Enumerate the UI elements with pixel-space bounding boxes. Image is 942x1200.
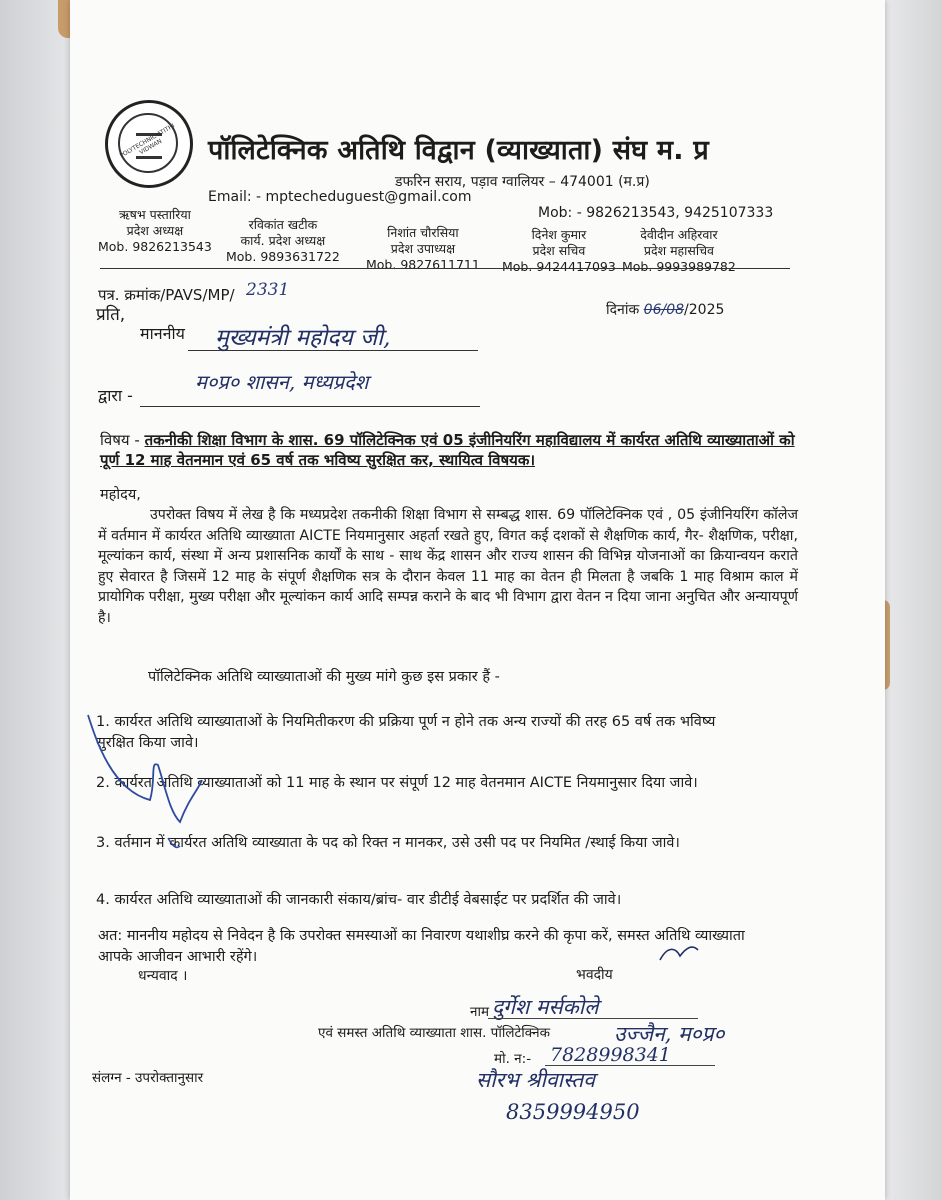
letterhead-address: डफरिन सराय, पड़ाव ग्वालियर – 474001 (म.प्र)	[395, 174, 650, 190]
name-label: नाम	[470, 1004, 490, 1020]
bearer-role: प्रदेश सचिव	[532, 243, 586, 258]
body-text: उपरोक्त विषय में लेख है कि मध्यप्रदेश तकनीकी शिक्षा विभाग से सम्बद्ध शास. 69 पॉलिटेक्निक एवं , 05 इंजीनियरिंग कॉलेज में वर्तमान में कार्यरत अतिथि व्याख्याता AICTE नियमानुसार अहर्ता रखते हुए, विगत कई दशकों से शैक्षणिक कार्य, गैर- शैक्षणिक, परीक्षा, मूल्यांकन कार्य, संस्था में अन्य प्रशासनिक कार्यों के साथ - साथ केंद्र शासन और राज्य शासन की विभिन्न योजनाओं का क्रियान्वयन कराते हुए सेवारत है जिसमें 12 माह के संपूर्ण शैक्षणिक सत्र के दौरान केवल 11 माह का वेतन ही मिलता है जबकि 1 माह विश्राम काल में प्रायोगिक परीक्षा, मुख्य परीक्षा और मूल्यांकन कार्य आदि सम्पन्न कराने के बाद भी विभाग द्वारा वेतन न दिया जाना अनुचित और अन्यायपूर्ण है।	[98, 507, 798, 626]
recipient-handwritten-2: म०प्र० शासन, मध्यप्रदेश	[195, 370, 369, 394]
bearer-role: प्रदेश उपाध्यक्ष	[390, 241, 456, 256]
demand-item: 1. कार्यरत अतिथि व्याख्याताओं के नियमितीकरण की प्रक्रिया पूर्ण न होने तक अन्य राज्यों की तरह 65 वर्ष तक भविष्य सुरक्षित किया जावे।	[96, 714, 716, 751]
recipient-handwritten: मुख्यमंत्री महोदय जी,	[215, 325, 391, 351]
enclosure-note: संलग्न - उपरोक्तानुसार	[92, 1070, 204, 1086]
margin-signature-mark	[88, 715, 202, 822]
bearer-role: प्रदेश महासचिव	[643, 243, 714, 258]
bearer-role: प्रदेश अध्यक्ष	[126, 223, 184, 238]
bearer-role: कार्य. प्रदेश अध्यक्ष	[240, 233, 326, 248]
subject-text: तकनीकी शिक्षा विभाग के शास. 69 पॉलिटेक्निक एवं 05 इंजीनियरिंग महाविद्यालय में कार्यरत अतिथि व्याख्याताओं को पूर्ण 12 माह वेतनमान एवं 65 वर्ष तक भविष्य सुरक्षित कर, स्थायित्व विषयक।	[100, 431, 795, 469]
demands-intro: पॉलिटेक्निक अतिथि व्याख्याताओं की मुख्य मांगे कुछ इस प्रकार हैं -	[148, 669, 500, 685]
demand-item: 3. वर्तमान में कार्यरत अतिथि व्याख्याता के पद को रिक्त न मानकर, उसे उसी पद पर नियमित /स्थाई किया जावे।	[96, 835, 680, 851]
reference-label: पत्र. क्रमांक/PAVS/MP/	[98, 286, 235, 304]
to-label: प्रति,	[96, 305, 126, 325]
bearer-mobile: Mob. 9827611711	[366, 257, 480, 272]
bearer-name: दिनेश कुमार	[531, 227, 587, 242]
bearer-name: देवीदीन अहिरवार	[640, 227, 718, 242]
name-line	[488, 1018, 698, 1019]
salutation: महोदय,	[100, 487, 141, 503]
pen-mark	[168, 838, 180, 847]
yours-faithfully: भवदीय	[576, 967, 613, 983]
mobile-label: मो. न:-	[494, 1051, 532, 1067]
bearer-mobile: Mob. 9893631722	[226, 249, 340, 264]
letterhead-title: पॉलिटेक्निक अतिथि विद्वान (व्याख्याता) संघ म. प्र	[208, 135, 709, 166]
mobile-handwritten: 7828998341	[550, 1044, 671, 1066]
letterhead-email: Email: - mptecheduguest@gmail.com	[208, 189, 472, 205]
date-label: दिनांक	[606, 302, 640, 318]
signature-mark	[660, 947, 698, 960]
subject-label: विषय -	[100, 431, 140, 449]
through-label: द्वारा -	[98, 386, 133, 405]
letterhead-mobile: Mob: - 9826213543, 9425107333	[538, 205, 774, 221]
bearer-mobile: Mob. 9424417093	[502, 259, 616, 274]
bearer-mobile: Mob. 9993989782	[622, 259, 736, 274]
bearer-name: रविकांत खटीक	[248, 217, 318, 232]
date-year: /2025	[684, 302, 725, 318]
demand-item: 4. कार्यरत अतिथि व्याख्याताओं की जानकारी संकाय/ब्रांच- वार डीटीई वेबसाईट पर प्रदर्शित की जावे।	[96, 892, 622, 908]
bearer-name: निशांत चौरसिया	[387, 225, 459, 240]
closing-request: अत: माननीय महोदय से निवेदन है कि उपरोक्त समस्याओं का निवारण यथाशीघ्र करने की कृपा करें, समस्त अतिथि व्याख्याता आपके आजीवन आभारी रहेंगे।	[98, 928, 745, 965]
college-label: एवं समस्त अतिथि व्याख्याता शास. पॉलिटेक्निक	[318, 1025, 551, 1041]
city-handwritten: उज्जैन, म०प्र०	[614, 1022, 725, 1046]
demand-item: 2. कार्यरत अतिथि व्याख्याताओं को 11 माह के स्थान पर संपूर्ण 12 माह वेतनमान AICTE नियमानुसार दिया जावे।	[96, 775, 698, 791]
signatory-name-handwritten: दुर्गेश मर्सकोले	[492, 995, 599, 1019]
date-handwritten: 06/08	[643, 302, 685, 318]
second-mobile-handwritten: 8359994950	[506, 1100, 640, 1124]
honorable-label: माननीय	[140, 324, 185, 343]
second-name-handwritten: सौरभ श्रीवास्तव	[476, 1068, 595, 1092]
logo-lettering: POLYTECHNIC ATITHI VIDWAN	[118, 122, 176, 160]
bearer-name: ऋषभ पस्तारिया	[119, 207, 191, 222]
reference-handwritten: 2331	[246, 280, 290, 300]
thanks-text: धन्यवाद ।	[138, 968, 188, 984]
bearer-mobile: Mob. 9826213543	[98, 239, 212, 254]
